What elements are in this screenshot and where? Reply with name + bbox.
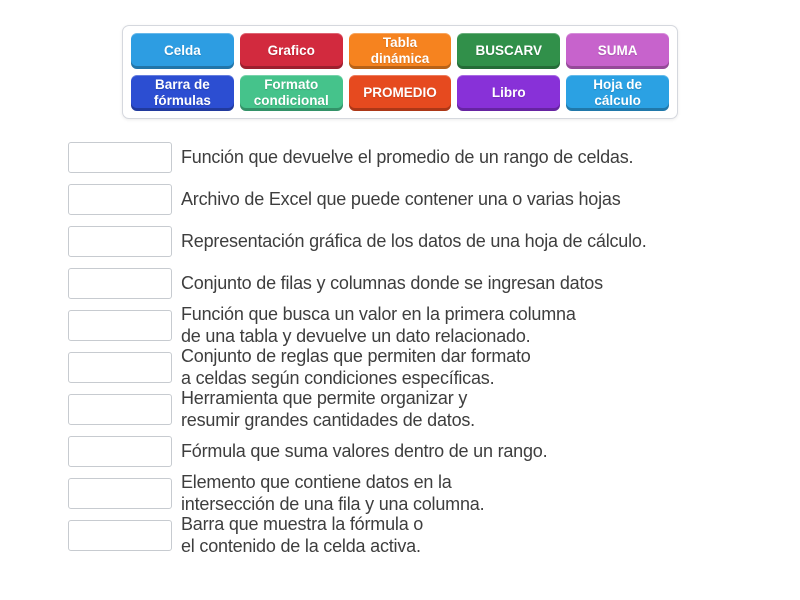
- answer-slot[interactable]: [68, 520, 172, 551]
- answer-slot[interactable]: [68, 436, 172, 467]
- word-tile-grafico[interactable]: Grafico: [240, 33, 343, 69]
- definition-line: Función que devuelve el promedio de un rango de celdas.: [181, 147, 634, 167]
- definition-text: [181, 471, 484, 515]
- answer-slot[interactable]: [68, 394, 172, 425]
- word-tile-suma[interactable]: SUMA: [566, 33, 669, 69]
- match-row: [68, 346, 768, 388]
- definition-text: [181, 513, 423, 557]
- match-row: [68, 514, 768, 556]
- definition-line: Representación gráfica de los datos de una hoja de cálculo.: [181, 231, 647, 251]
- word-tile-buscarv[interactable]: BUSCARV: [457, 33, 560, 69]
- definition-line: intersección de una fila y una columna.: [181, 494, 485, 514]
- definition-line: Fórmula que suma valores dentro de un rango.: [181, 441, 548, 461]
- word-tile-formato-condicional[interactable]: Formato condicional: [240, 75, 343, 111]
- definition-text: [181, 440, 547, 462]
- definition-text: [181, 303, 576, 347]
- word-tile-promedio[interactable]: PROMEDIO: [349, 75, 452, 111]
- definition-line: Barra que muestra la fórmula o: [181, 514, 424, 534]
- answer-slot[interactable]: [68, 352, 172, 383]
- definition-line: Archivo de Excel que puede contener una o varias hojas: [181, 189, 621, 209]
- definition-text: [181, 188, 621, 210]
- definition-line: Función que busca un valor en la primera columna: [181, 304, 576, 324]
- answer-slot[interactable]: [68, 184, 172, 215]
- answer-slot[interactable]: [68, 478, 172, 509]
- definition-text: [181, 387, 475, 431]
- answer-slot[interactable]: [68, 310, 172, 341]
- word-tile-barra-de-formulas[interactable]: Barra de fórmulas: [131, 75, 234, 111]
- definition-line: Elemento que contiene datos en la: [181, 472, 452, 492]
- definition-text: [181, 272, 603, 294]
- match-row: [68, 178, 768, 220]
- word-tile-hoja-de-calculo[interactable]: Hoja de cálculo: [566, 75, 669, 111]
- definition-text: [181, 146, 633, 168]
- definition-line: Herramienta que permite organizar y: [181, 388, 468, 408]
- definition-line: de una tabla y devuelve un dato relacionado.: [181, 326, 531, 346]
- word-tile-celda[interactable]: Celda: [131, 33, 234, 69]
- word-tile-tray: [122, 25, 678, 119]
- answer-slot[interactable]: [68, 226, 172, 257]
- definition-line: a celdas según condiciones específicas.: [181, 368, 495, 388]
- definition-text: [181, 230, 647, 252]
- definition-text: [181, 345, 531, 389]
- definition-line: Conjunto de filas y columnas donde se ingresan datos: [181, 273, 603, 293]
- definition-line: Conjunto de reglas que permiten dar formato: [181, 346, 531, 366]
- match-row: [68, 304, 768, 346]
- match-row: [68, 220, 768, 262]
- match-row: [68, 136, 768, 178]
- match-row: [68, 262, 768, 304]
- word-tile-tabla-dinamica[interactable]: Tabla dinámica: [349, 33, 452, 69]
- match-row: [68, 388, 768, 430]
- answer-slot[interactable]: [68, 142, 172, 173]
- definitions-list: [68, 136, 768, 556]
- definition-line: resumir grandes cantidades de datos.: [181, 410, 475, 430]
- match-row: [68, 430, 768, 472]
- answer-slot[interactable]: [68, 268, 172, 299]
- match-row: [68, 472, 768, 514]
- word-tile-libro[interactable]: Libro: [457, 75, 560, 111]
- definition-line: el contenido de la celda activa.: [181, 536, 421, 556]
